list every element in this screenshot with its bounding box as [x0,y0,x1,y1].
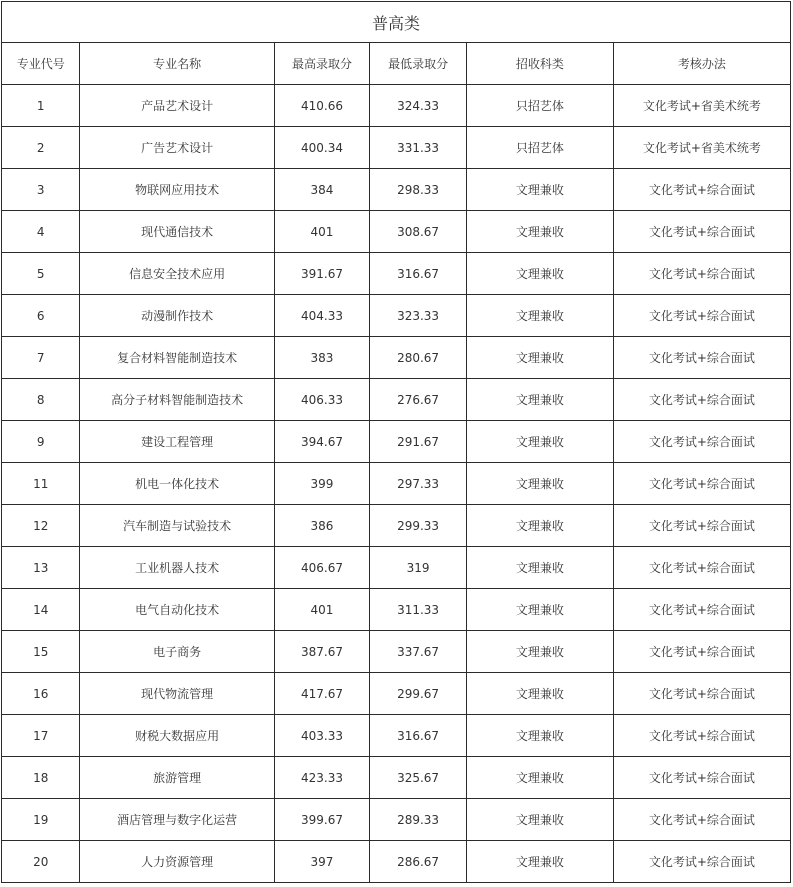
table-row [2,505,791,547]
cell-min-score: 324.33 [370,85,467,127]
cell-max-score: 399.67 [274,799,370,841]
cell-method: 文化考试+综合面试 [613,799,790,841]
cell-major-code: 6 [2,295,80,337]
cell-major-name: 物联网应用技术 [80,169,274,211]
table-header-row [2,43,791,85]
cell-major-name: 工业机器人技术 [80,547,274,589]
cell-max-score: 383 [274,337,370,379]
cell-min-score: 325.67 [370,757,467,799]
cell-max-score: 406.67 [274,547,370,589]
cell-max-score: 417.67 [274,673,370,715]
cell-min-score: 323.33 [370,295,467,337]
table-row [2,799,791,841]
table-row [2,253,791,295]
cell-major-code: 11 [2,463,80,505]
cell-major-name: 高分子材料智能制造技术 [80,379,274,421]
table-row [2,85,791,127]
cell-major-code: 17 [2,715,80,757]
cell-category: 文理兼收 [466,547,613,589]
cell-major-code: 9 [2,421,80,463]
cell-major-name: 广告艺术设计 [80,127,274,169]
cell-method: 文化考试+综合面试 [613,421,790,463]
cell-method: 文化考试+综合面试 [613,673,790,715]
cell-min-score: 337.67 [370,631,467,673]
cell-method: 文化考试+综合面试 [613,253,790,295]
cell-method: 文化考试+省美术统考 [613,127,790,169]
cell-min-score: 280.67 [370,337,467,379]
table-row [2,631,791,673]
cell-max-score: 423.33 [274,757,370,799]
cell-category: 文理兼收 [466,337,613,379]
table-row [2,547,791,589]
cell-category: 文理兼收 [466,253,613,295]
table-row [2,673,791,715]
cell-category: 文理兼收 [466,169,613,211]
cell-min-score: 311.33 [370,589,467,631]
cell-max-score: 387.67 [274,631,370,673]
cell-min-score: 316.67 [370,715,467,757]
table-row [2,463,791,505]
cell-major-code: 20 [2,841,80,883]
cell-major-name: 酒店管理与数字化运营 [80,799,274,841]
cell-max-score: 401 [274,211,370,253]
admission-score-table [1,1,791,883]
cell-category: 文理兼收 [466,673,613,715]
cell-method: 文化考试+综合面试 [613,757,790,799]
cell-major-name: 动漫制作技术 [80,295,274,337]
table-row [2,757,791,799]
cell-category: 文理兼收 [466,505,613,547]
cell-major-name: 现代通信技术 [80,211,274,253]
cell-min-score: 319 [370,547,467,589]
cell-max-score: 404.33 [274,295,370,337]
cell-major-code: 1 [2,85,80,127]
cell-method: 文化考试+综合面试 [613,547,790,589]
cell-category: 文理兼收 [466,757,613,799]
table-title: 普高类 [2,2,791,43]
cell-method: 文化考试+综合面试 [613,169,790,211]
cell-method: 文化考试+综合面试 [613,841,790,883]
table-row [2,211,791,253]
table-row [2,169,791,211]
header-min-score: 最低录取分 [370,43,467,85]
cell-major-code: 18 [2,757,80,799]
cell-method: 文化考试+综合面试 [613,505,790,547]
cell-method: 文化考试+综合面试 [613,715,790,757]
table-row [2,841,791,883]
cell-major-name: 旅游管理 [80,757,274,799]
cell-major-name: 复合材料智能制造技术 [80,337,274,379]
header-max-score: 最高录取分 [274,43,370,85]
cell-major-code: 4 [2,211,80,253]
table-row [2,715,791,757]
cell-method: 文化考试+综合面试 [613,463,790,505]
cell-max-score: 391.67 [274,253,370,295]
cell-major-name: 汽车制造与试验技术 [80,505,274,547]
cell-category: 文理兼收 [466,421,613,463]
cell-max-score: 384 [274,169,370,211]
cell-max-score: 403.33 [274,715,370,757]
cell-major-code: 16 [2,673,80,715]
cell-max-score: 399 [274,463,370,505]
header-major-code: 专业代号 [2,43,80,85]
table-body [2,85,791,883]
cell-min-score: 299.33 [370,505,467,547]
cell-category: 文理兼收 [466,799,613,841]
cell-category: 文理兼收 [466,295,613,337]
cell-category: 文理兼收 [466,841,613,883]
table-row [2,337,791,379]
cell-major-code: 12 [2,505,80,547]
cell-major-code: 15 [2,631,80,673]
cell-max-score: 400.34 [274,127,370,169]
header-method: 考核办法 [613,43,790,85]
cell-category: 文理兼收 [466,211,613,253]
cell-major-code: 13 [2,547,80,589]
cell-method: 文化考试+综合面试 [613,337,790,379]
cell-max-score: 401 [274,589,370,631]
cell-method: 文化考试+综合面试 [613,631,790,673]
cell-major-code: 5 [2,253,80,295]
cell-category: 文理兼收 [466,463,613,505]
cell-major-name: 机电一体化技术 [80,463,274,505]
cell-major-name: 建设工程管理 [80,421,274,463]
cell-major-code: 2 [2,127,80,169]
cell-method: 文化考试+省美术统考 [613,85,790,127]
cell-major-code: 7 [2,337,80,379]
cell-min-score: 276.67 [370,379,467,421]
cell-method: 文化考试+综合面试 [613,379,790,421]
cell-min-score: 308.67 [370,211,467,253]
cell-max-score: 406.33 [274,379,370,421]
table-title-row [2,2,791,43]
cell-major-name: 产品艺术设计 [80,85,274,127]
cell-major-name: 财税大数据应用 [80,715,274,757]
cell-min-score: 297.33 [370,463,467,505]
cell-major-code: 19 [2,799,80,841]
cell-min-score: 291.67 [370,421,467,463]
cell-method: 文化考试+综合面试 [613,295,790,337]
cell-major-name: 现代物流管理 [80,673,274,715]
cell-category: 文理兼收 [466,589,613,631]
cell-major-code: 14 [2,589,80,631]
cell-method: 文化考试+综合面试 [613,211,790,253]
table-row [2,127,791,169]
cell-category: 文理兼收 [466,715,613,757]
cell-min-score: 289.33 [370,799,467,841]
cell-min-score: 331.33 [370,127,467,169]
cell-category: 文理兼收 [466,631,613,673]
cell-category: 只招艺体 [466,127,613,169]
cell-major-name: 电气自动化技术 [80,589,274,631]
cell-major-code: 3 [2,169,80,211]
cell-max-score: 397 [274,841,370,883]
cell-major-name: 人力资源管理 [80,841,274,883]
table-row [2,379,791,421]
cell-major-name: 信息安全技术应用 [80,253,274,295]
cell-max-score: 386 [274,505,370,547]
table-row [2,421,791,463]
cell-min-score: 298.33 [370,169,467,211]
cell-max-score: 394.67 [274,421,370,463]
cell-method: 文化考试+综合面试 [613,589,790,631]
table-row [2,295,791,337]
header-major-name: 专业名称 [80,43,274,85]
cell-category: 文理兼收 [466,379,613,421]
cell-min-score: 286.67 [370,841,467,883]
header-category: 招收科类 [466,43,613,85]
cell-max-score: 410.66 [274,85,370,127]
cell-min-score: 299.67 [370,673,467,715]
cell-major-name: 电子商务 [80,631,274,673]
cell-min-score: 316.67 [370,253,467,295]
cell-major-code: 8 [2,379,80,421]
cell-category: 只招艺体 [466,85,613,127]
table-row [2,589,791,631]
